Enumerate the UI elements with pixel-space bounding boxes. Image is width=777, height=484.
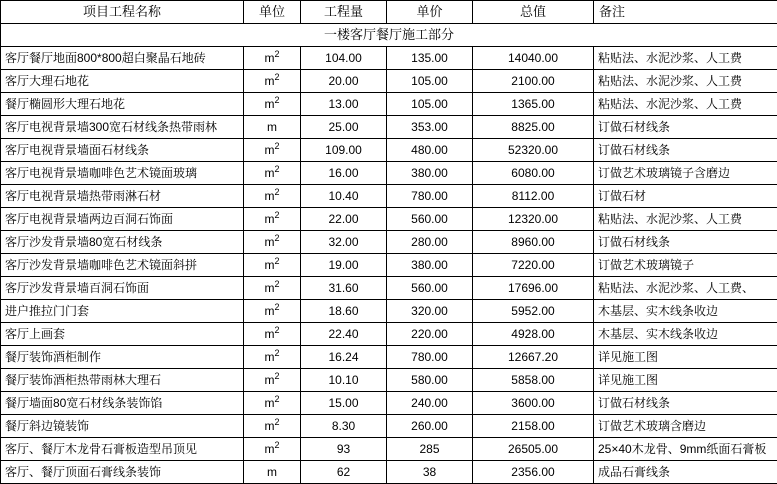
cell-quantity: 31.60 bbox=[301, 277, 387, 300]
table-row bbox=[1, 254, 777, 277]
cell-unit-price: 240.00 bbox=[387, 392, 473, 415]
cell-total: 5858.00 bbox=[473, 369, 594, 392]
cell-item-name: 客厅电视背景墙两边百洞石饰面 bbox=[1, 208, 244, 231]
cell-item-name: 客厅大理石地花 bbox=[1, 70, 244, 93]
cell-unit-price: 380.00 bbox=[387, 254, 473, 277]
section-title: 一楼客厅餐厅施工部分 bbox=[1, 24, 777, 47]
cell-note: 成品石膏线条 bbox=[594, 461, 777, 484]
cell-unit-exponent: 2 bbox=[274, 210, 279, 220]
table-row bbox=[1, 323, 777, 346]
cell-unit bbox=[244, 70, 301, 93]
cell-unit-exponent: 2 bbox=[274, 417, 279, 427]
cell-unit-text: m bbox=[264, 373, 274, 387]
cell-item-name: 餐厅椭圆形大理石地花 bbox=[1, 93, 244, 116]
cell-unit-text: m bbox=[264, 143, 274, 157]
table-row bbox=[1, 461, 777, 484]
cell-unit-price: 105.00 bbox=[387, 93, 473, 116]
cell-unit-exponent: 2 bbox=[274, 72, 279, 82]
table-row bbox=[1, 116, 777, 139]
cell-unit-text: m bbox=[264, 258, 274, 272]
cell-unit bbox=[244, 47, 301, 70]
cell-note: 详见施工图 bbox=[594, 346, 777, 369]
column-header-quantity: 工程量 bbox=[301, 1, 387, 24]
cell-unit-exponent: 2 bbox=[274, 440, 279, 450]
cell-note: 订做石材线条 bbox=[594, 116, 777, 139]
table-row bbox=[1, 185, 777, 208]
cell-item-name: 客厅电视背景墙300宽石材线条热带雨林 bbox=[1, 116, 244, 139]
cell-item-name: 客厅上画套 bbox=[1, 323, 244, 346]
cell-unit bbox=[244, 208, 301, 231]
cell-total: 6080.00 bbox=[473, 162, 594, 185]
cell-unit-exponent: 2 bbox=[274, 187, 279, 197]
cell-unit bbox=[244, 438, 301, 461]
cell-unit-exponent: 2 bbox=[274, 164, 279, 174]
cell-total: 12667.20 bbox=[473, 346, 594, 369]
cell-note: 粘贴法、水泥沙浆、人工费 bbox=[594, 93, 777, 116]
cell-item-name: 餐厅斜边镜装饰 bbox=[1, 415, 244, 438]
cell-unit bbox=[244, 116, 301, 139]
cell-item-name: 客厅沙发背景墙80宽石材线条 bbox=[1, 231, 244, 254]
cell-note: 订做艺术玻璃镜子含磨边 bbox=[594, 162, 777, 185]
cell-unit-price: 780.00 bbox=[387, 346, 473, 369]
cell-unit-price: 105.00 bbox=[387, 70, 473, 93]
cell-unit bbox=[244, 139, 301, 162]
cell-unit-text: m bbox=[264, 51, 274, 65]
cell-item-name: 客厅电视背景墙热带雨淋石材 bbox=[1, 185, 244, 208]
cell-unit bbox=[244, 185, 301, 208]
table-row bbox=[1, 208, 777, 231]
cell-quantity: 93 bbox=[301, 438, 387, 461]
table-header-row bbox=[1, 1, 777, 24]
cell-item-name: 客厅沙发背景墙百洞石饰面 bbox=[1, 277, 244, 300]
cell-unit-text: m bbox=[264, 396, 274, 410]
cell-unit bbox=[244, 323, 301, 346]
cell-quantity: 10.10 bbox=[301, 369, 387, 392]
cell-unit-price: 280.00 bbox=[387, 231, 473, 254]
cell-unit-exponent: 2 bbox=[274, 233, 279, 243]
cell-unit-exponent: 2 bbox=[274, 279, 279, 289]
cell-total: 8112.00 bbox=[473, 185, 594, 208]
table-row bbox=[1, 277, 777, 300]
column-header-name: 项目工程名称 bbox=[1, 1, 244, 24]
table-row bbox=[1, 231, 777, 254]
cell-total: 7220.00 bbox=[473, 254, 594, 277]
cell-unit bbox=[244, 254, 301, 277]
cell-quantity: 18.60 bbox=[301, 300, 387, 323]
cell-item-name: 进户推拉门门套 bbox=[1, 300, 244, 323]
cell-unit bbox=[244, 231, 301, 254]
cell-total: 2100.00 bbox=[473, 70, 594, 93]
section-title-row bbox=[1, 24, 777, 47]
cell-unit-price: 560.00 bbox=[387, 208, 473, 231]
cell-total: 26505.00 bbox=[473, 438, 594, 461]
cell-quantity: 104.00 bbox=[301, 47, 387, 70]
table-row bbox=[1, 415, 777, 438]
cell-note: 详见施工图 bbox=[594, 369, 777, 392]
cell-unit-text: m bbox=[267, 120, 277, 134]
table-row bbox=[1, 70, 777, 93]
cell-item-name: 客厅电视背景墙面石材线条 bbox=[1, 139, 244, 162]
cell-unit-exponent: 2 bbox=[274, 49, 279, 59]
cell-unit-text: m bbox=[264, 166, 274, 180]
cell-unit-text: m bbox=[264, 304, 274, 318]
cell-unit-price: 780.00 bbox=[387, 185, 473, 208]
cell-unit bbox=[244, 415, 301, 438]
cell-unit-text: m bbox=[264, 442, 274, 456]
cell-item-name: 餐厅装饰酒柜热带雨林大理石 bbox=[1, 369, 244, 392]
cell-unit-text: m bbox=[264, 235, 274, 249]
cell-total: 2158.00 bbox=[473, 415, 594, 438]
cell-total: 3600.00 bbox=[473, 392, 594, 415]
cell-item-name: 客厅餐厅地面800*800超白聚晶石地砖 bbox=[1, 47, 244, 70]
cell-unit-price: 480.00 bbox=[387, 139, 473, 162]
table-row bbox=[1, 392, 777, 415]
cell-quantity: 8.30 bbox=[301, 415, 387, 438]
table-row bbox=[1, 93, 777, 116]
cell-note: 木基层、实木线条收边 bbox=[594, 300, 777, 323]
cell-note: 木基层、实木线条收边 bbox=[594, 323, 777, 346]
cell-unit-text: m bbox=[264, 281, 274, 295]
table-row bbox=[1, 139, 777, 162]
cell-unit-price: 285 bbox=[387, 438, 473, 461]
table-row bbox=[1, 438, 777, 461]
cell-note: 25×40木龙骨、9mm纸面石膏板 bbox=[594, 438, 777, 461]
cell-quantity: 62 bbox=[301, 461, 387, 484]
cell-quantity: 20.00 bbox=[301, 70, 387, 93]
cell-unit bbox=[244, 392, 301, 415]
table-row bbox=[1, 162, 777, 185]
cell-unit bbox=[244, 346, 301, 369]
cell-unit-text: m bbox=[264, 97, 274, 111]
cell-quantity: 22.40 bbox=[301, 323, 387, 346]
cell-total: 17696.00 bbox=[473, 277, 594, 300]
cell-quantity: 19.00 bbox=[301, 254, 387, 277]
cell-total: 14040.00 bbox=[473, 47, 594, 70]
table-row bbox=[1, 346, 777, 369]
cell-quantity: 10.40 bbox=[301, 185, 387, 208]
cell-total: 12320.00 bbox=[473, 208, 594, 231]
cell-unit-exponent: 2 bbox=[274, 302, 279, 312]
cell-unit-text: m bbox=[264, 74, 274, 88]
cell-unit bbox=[244, 162, 301, 185]
cell-item-name: 客厅电视背景墙咖啡色艺术镜面玻璃 bbox=[1, 162, 244, 185]
cell-item-name: 餐厅装饰酒柜制作 bbox=[1, 346, 244, 369]
table-row bbox=[1, 369, 777, 392]
cell-unit bbox=[244, 93, 301, 116]
cell-quantity: 16.00 bbox=[301, 162, 387, 185]
cell-note: 粘贴法、水泥沙浆、人工费 bbox=[594, 47, 777, 70]
cell-note: 订做艺术玻璃镜子 bbox=[594, 254, 777, 277]
cell-unit bbox=[244, 369, 301, 392]
cell-unit-price: 38 bbox=[387, 461, 473, 484]
cell-unit-price: 220.00 bbox=[387, 323, 473, 346]
cell-unit-text: m bbox=[264, 419, 274, 433]
cell-unit-price: 260.00 bbox=[387, 415, 473, 438]
table-row bbox=[1, 300, 777, 323]
cell-unit-price: 560.00 bbox=[387, 277, 473, 300]
cell-unit-price: 580.00 bbox=[387, 369, 473, 392]
cell-unit-price: 353.00 bbox=[387, 116, 473, 139]
cell-unit-text: m bbox=[264, 327, 274, 341]
cell-note: 粘贴法、水泥沙浆、人工费 bbox=[594, 208, 777, 231]
cell-quantity: 32.00 bbox=[301, 231, 387, 254]
cell-note: 订做石材线条 bbox=[594, 392, 777, 415]
cell-unit-exponent: 2 bbox=[274, 348, 279, 358]
cell-item-name: 客厅、餐厅木龙骨石膏板造型吊顶见 bbox=[1, 438, 244, 461]
cell-unit-exponent: 2 bbox=[274, 371, 279, 381]
column-header-price: 单价 bbox=[387, 1, 473, 24]
cell-note: 粘贴法、水泥沙浆、人工费 bbox=[594, 70, 777, 93]
cell-quantity: 25.00 bbox=[301, 116, 387, 139]
column-header-unit: 单位 bbox=[244, 1, 301, 24]
cell-unit bbox=[244, 300, 301, 323]
table-row bbox=[1, 47, 777, 70]
cell-quantity: 15.00 bbox=[301, 392, 387, 415]
cell-unit-text: m bbox=[264, 189, 274, 203]
cell-item-name: 客厅沙发背景墙咖啡色艺术镜面斜拼 bbox=[1, 254, 244, 277]
cell-note: 订做石材线条 bbox=[594, 231, 777, 254]
column-header-total: 总值 bbox=[473, 1, 594, 24]
cell-unit-exponent: 2 bbox=[274, 325, 279, 335]
cell-note: 订做石材 bbox=[594, 185, 777, 208]
cell-unit-price: 135.00 bbox=[387, 47, 473, 70]
cell-unit-exponent: 2 bbox=[274, 141, 279, 151]
cell-unit-exponent: 2 bbox=[274, 95, 279, 105]
cell-total: 5952.00 bbox=[473, 300, 594, 323]
cell-total: 2356.00 bbox=[473, 461, 594, 484]
cell-quantity: 13.00 bbox=[301, 93, 387, 116]
cell-unit bbox=[244, 277, 301, 300]
cell-note: 粘贴法、水泥沙浆、人工费、 bbox=[594, 277, 777, 300]
cell-unit-price: 320.00 bbox=[387, 300, 473, 323]
cell-note: 订做石材线条 bbox=[594, 139, 777, 162]
cell-item-name: 客厅、餐厅顶面石膏线条装饰 bbox=[1, 461, 244, 484]
cell-quantity: 16.24 bbox=[301, 346, 387, 369]
cell-unit-text: m bbox=[267, 465, 277, 479]
cell-note: 订做艺术玻璃含磨边 bbox=[594, 415, 777, 438]
cell-total: 8960.00 bbox=[473, 231, 594, 254]
cell-total: 1365.00 bbox=[473, 93, 594, 116]
cell-unit-text: m bbox=[264, 350, 274, 364]
cell-total: 4928.00 bbox=[473, 323, 594, 346]
cell-total: 52320.00 bbox=[473, 139, 594, 162]
column-header-note: 备注 bbox=[594, 1, 777, 24]
cell-unit-exponent: 2 bbox=[274, 256, 279, 266]
cell-total: 8825.00 bbox=[473, 116, 594, 139]
cell-unit-price: 380.00 bbox=[387, 162, 473, 185]
cell-quantity: 109.00 bbox=[301, 139, 387, 162]
cell-quantity: 22.00 bbox=[301, 208, 387, 231]
cell-unit-text: m bbox=[264, 212, 274, 226]
cell-item-name: 餐厅墙面80宽石材线条装饰馅 bbox=[1, 392, 244, 415]
cell-unit-exponent: 2 bbox=[274, 394, 279, 404]
cell-unit bbox=[244, 461, 301, 484]
